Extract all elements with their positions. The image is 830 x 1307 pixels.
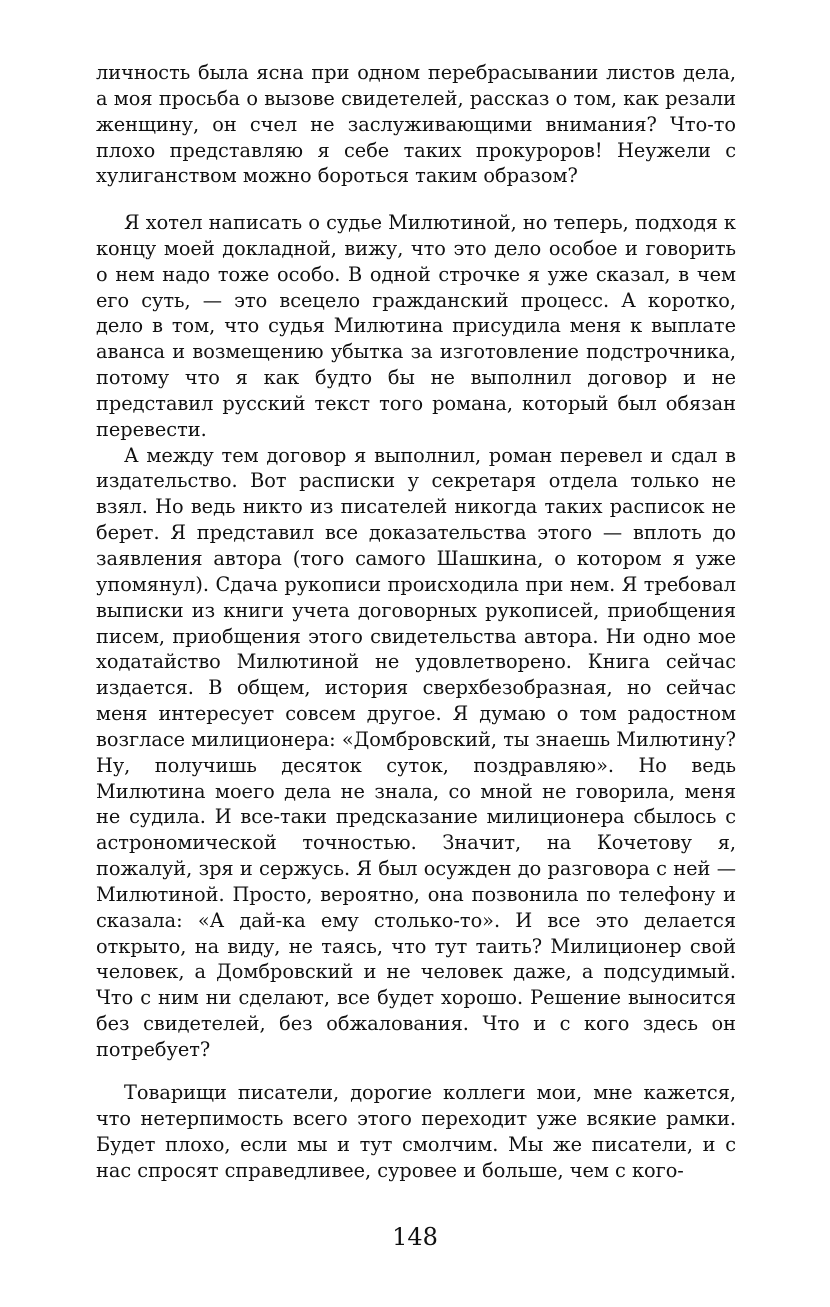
text-block-bottom — [96, 1080, 736, 1183]
paragraph: личность была ясна при одном перебрасывании листов дела, а моя просьба о вызове свидетелей, рассказ о том, как резали женщину, он счел не заслуживающими внимания? Что-то плохо представляю я себе таких прокуроров! Неужели с хулиганством можно бороться таким образом? — [96, 61, 736, 188]
text-block-middle — [96, 210, 736, 1063]
page-number: 148 — [392, 1223, 438, 1251]
paragraph: Товарищи писатели, дорогие коллеги мои, мне кажется, что нетерпимость всего этого переходит уже всякие рамки. Будет плохо, если мы и тут смолчим. Мы же писатели, и с нас спросят справедливее, суровее и больше, чем с кого- — [96, 1081, 736, 1182]
paragraph: А между тем договор я выполнил, роман перевел и сдал в издательство. Вот расписки у секретаря отдела только не взял. Но ведь никто из писателей никогда таких расписок не берет. Я представил все доказательства этого — вплоть до заявления автора (того самого Шашкина, о котором я уже упомянул). Сдача рукописи происходила при нем. Я требовал выписки из книги учета договорных рукописей, приобщения писем, приобщения этого свидетельства автора. Ни одно мое ходатайство Милютиной не удовлетворено. Книга сейчас издается. В общем, история сверхбезобразная, но сейчас меня интересует совсем другое. Я думаю о том радостном возгласе милиционера: «Домбровский, ты знаешь Милютину? Ну, получишь десяток суток, поздравляю». Но ведь Милютина моего дела не знала, со мной не говорила, меня не судила. И все-таки предсказание милиционера сбылось с астрономической точностью. Значит, на Кочетову я, пожалуй, зря и сержусь. Я был осужден до разговора с ней — Милютиной. Просто, вероятно, она позвонила по телефону и сказала: «А дай-ка ему столько-то». И все это делается открыто, на виду, не таясь, что тут таить? Милиционер свой человек, а Домбровский и не человек даже, а подсудимый. Что с ним ни сделают, все будет хорошо. Решение выносится без свидетелей, без обжалования. Что и с кого здесь он потребует? — [96, 443, 736, 1061]
text-block-top — [96, 60, 736, 189]
paragraph: Я хотел написать о судье Милютиной, но теперь, подходя к концу моей докладной, вижу, что это дело особое и говорить о нем надо тоже особо. В одной строчке я уже сказал, в чем его суть, — это всецело гражданский процесс. А коротко, дело в том, что судья Милютина присудила меня к выплате аванса и возмещению убытка за изготовление подстрочника, потому что я как будто бы не выполнил договор и не представил русский текст того романа, который был обязан перевести. — [96, 211, 736, 441]
